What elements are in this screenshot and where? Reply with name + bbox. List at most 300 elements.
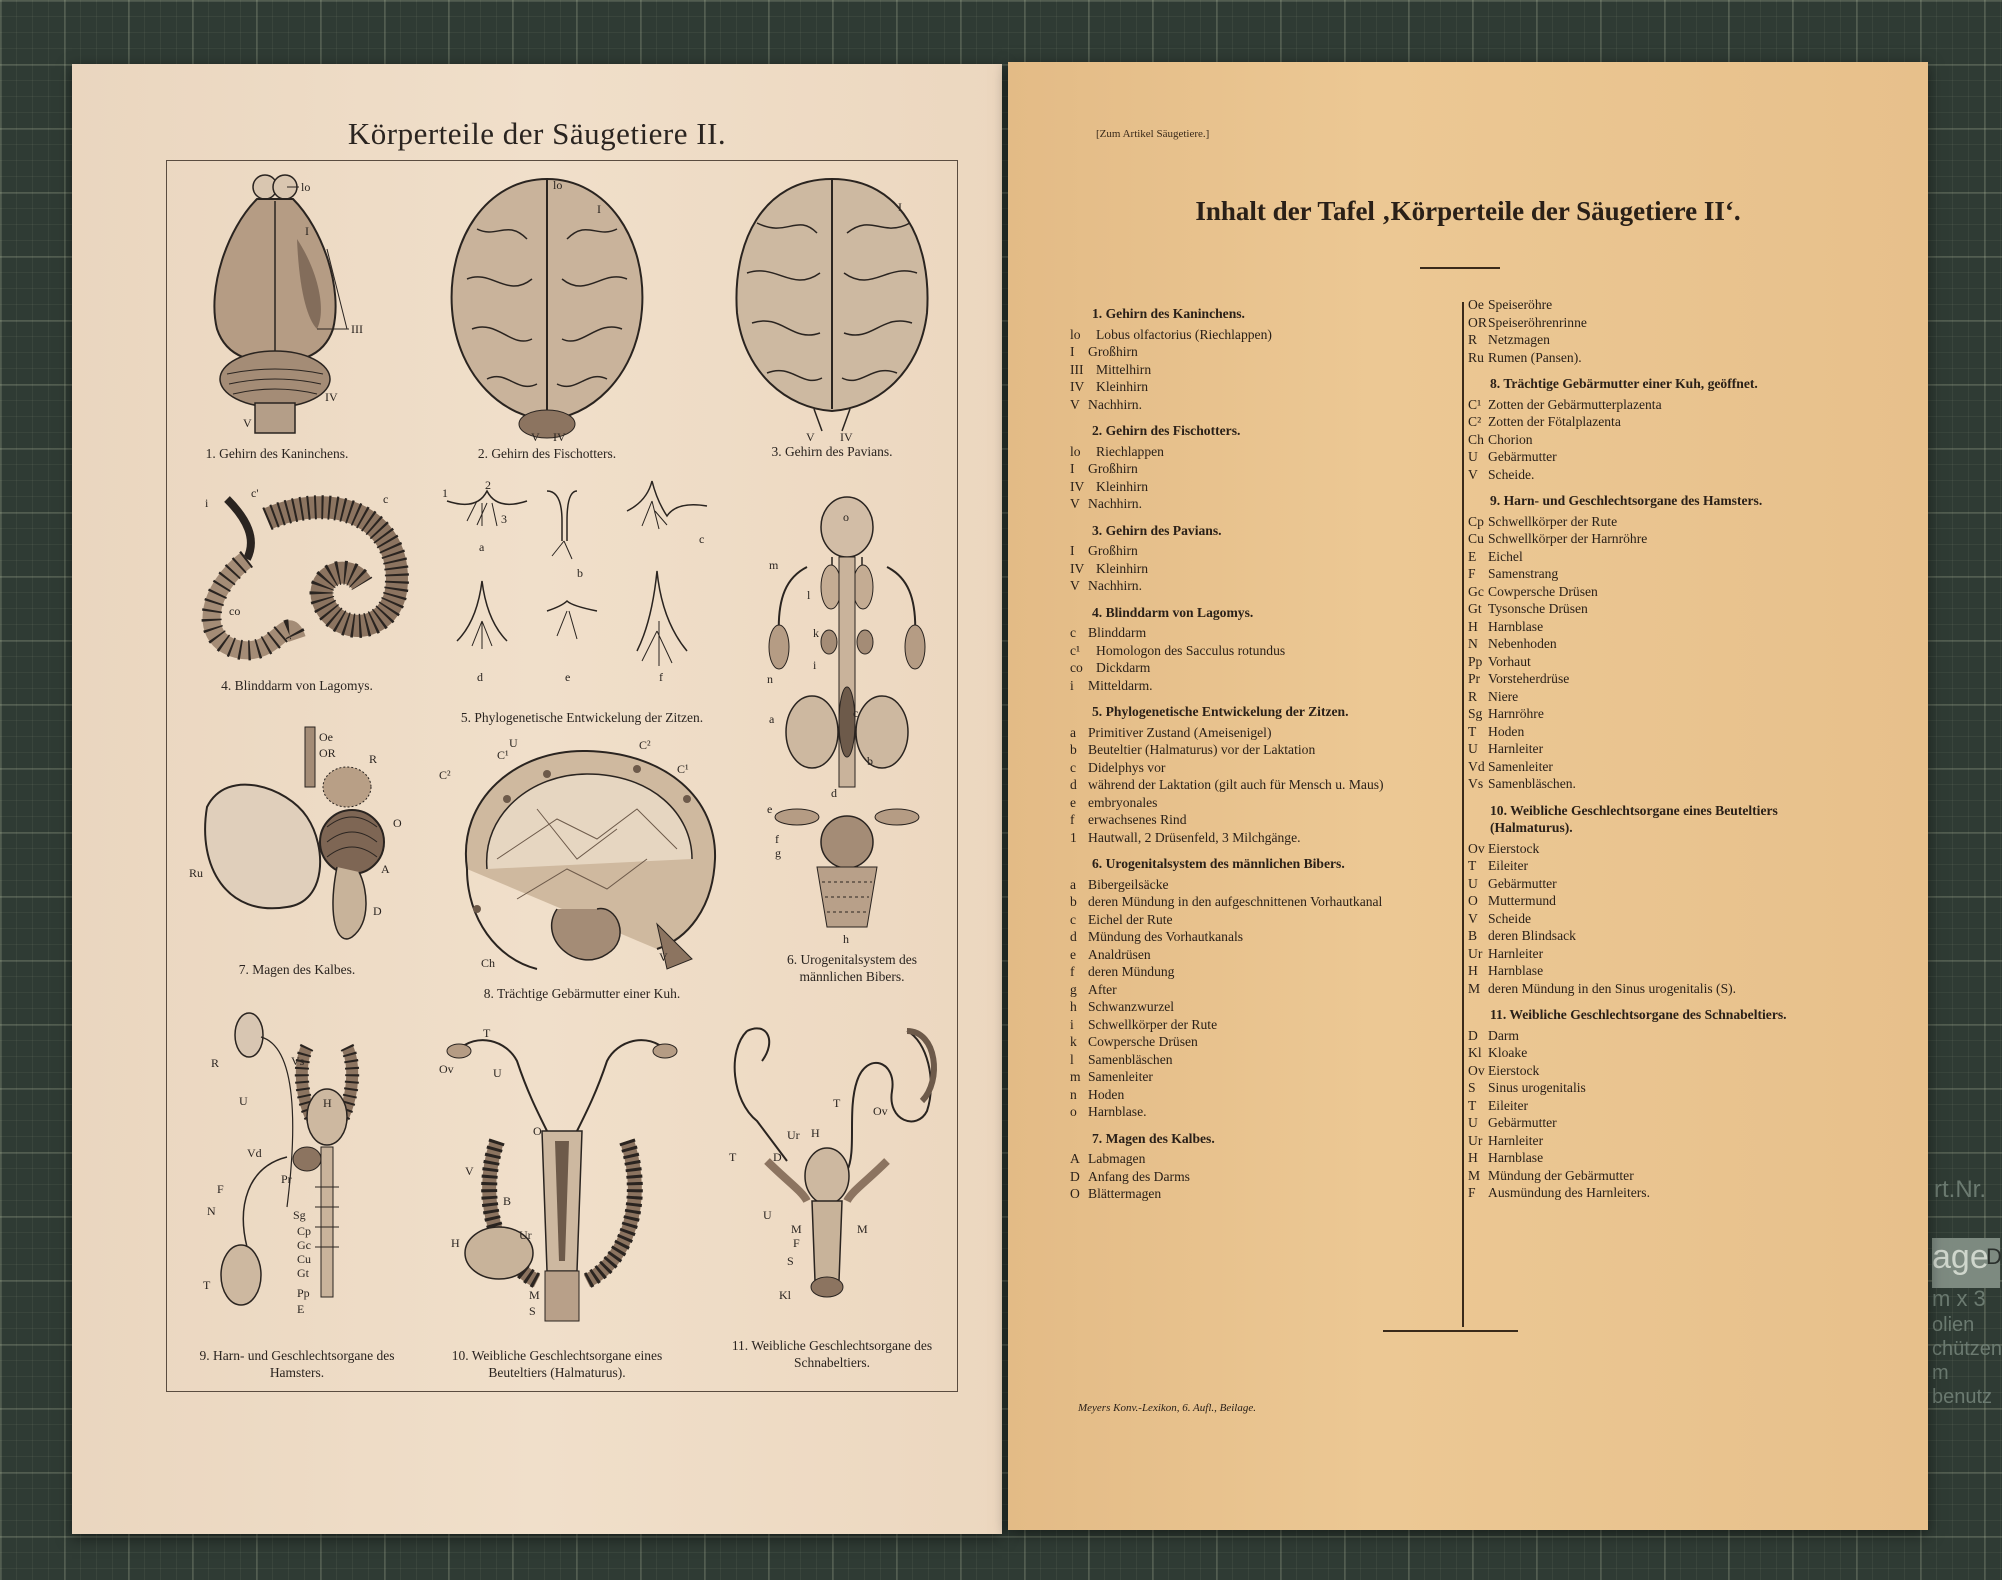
- legend-entry: [1468, 705, 1846, 723]
- legend-entry-code: e: [1070, 946, 1077, 962]
- legend-entry-text: Anfang des Darms: [1088, 1168, 1190, 1184]
- legend-entry-code: Ur: [1468, 945, 1483, 961]
- mat-text-8: benutz: [1932, 1386, 1993, 1408]
- legend-entry: [1468, 840, 1846, 858]
- legend-entry-text: Samenstrang: [1488, 566, 1559, 581]
- fig9-label-T: T: [203, 1278, 211, 1292]
- legend-entry-text: deren Blindsack: [1488, 928, 1576, 943]
- fig2-label-I: I: [597, 202, 601, 216]
- fig10-label-H: H: [451, 1236, 460, 1250]
- legend-entry: [1070, 1086, 1460, 1104]
- legend-entry-text: Hoden: [1488, 723, 1525, 739]
- fig5-label-c: c: [699, 532, 705, 546]
- legend-entry-code: C²: [1468, 414, 1482, 429]
- legend-entry-text: Großhirn: [1088, 461, 1138, 476]
- fig6-label-g: g: [775, 846, 781, 860]
- mat-text-4: m x 3: [1932, 1286, 1986, 1311]
- legend-entry-text: Kloake: [1488, 1045, 1528, 1060]
- fig7-label-D: D: [373, 904, 382, 918]
- legend-entry-code: N: [1468, 636, 1478, 651]
- legend-entry: [1070, 759, 1460, 777]
- legend-entry-code: OR: [1468, 314, 1487, 330]
- plate-frame: [166, 160, 958, 1392]
- legend-entry-text: Darm: [1488, 1027, 1519, 1043]
- legend-entry-code: C¹: [1468, 396, 1482, 412]
- legend-entry: [1070, 1150, 1460, 1168]
- legend-entry-code: Ov: [1468, 840, 1485, 856]
- fig9-label-Gt: Gt: [297, 1266, 309, 1280]
- legend-entry: [1468, 635, 1846, 653]
- legend-entry-code: Vs: [1468, 776, 1484, 791]
- legend-entry-text: Samenbläschen: [1088, 1051, 1173, 1067]
- title-rule: [1420, 267, 1500, 269]
- legend-entry-text: Chorion: [1488, 431, 1533, 447]
- legend-entry-code: Gc: [1468, 583, 1484, 599]
- fig9-label-Cp: Cp: [297, 1224, 312, 1238]
- fig6-label-e: e: [767, 802, 773, 816]
- legend-entry-code: IV: [1070, 560, 1085, 576]
- legend-entry-code: Ch: [1468, 431, 1484, 447]
- legend-entry-text: Sinus urogenitalis: [1488, 1080, 1586, 1095]
- legend-entry-code: Ur: [1468, 1132, 1483, 1148]
- legend-entry-code: co: [1070, 660, 1083, 675]
- legend-section-heading: 1. Gehirn des Kaninchens.: [1092, 306, 1245, 321]
- legend-entry-text: Niere: [1488, 688, 1519, 704]
- legend-entry-code: b: [1070, 742, 1077, 757]
- figure-11-caption: 11. Weibliche Geschlechtsorgane des Schnabeltiers.: [731, 1338, 933, 1370]
- legend-entry-code: Ru: [1468, 349, 1484, 365]
- legend-entry: [1070, 495, 1460, 513]
- legend-entry-code: c¹: [1070, 642, 1081, 658]
- legend-entry-text: Cowpersche Drüsen: [1088, 1034, 1198, 1049]
- legend-entry-code: O: [1468, 893, 1478, 908]
- legend-entry: [1070, 928, 1460, 946]
- legend-entry: [1070, 1068, 1460, 1086]
- legend-entry-text: Samenleiter: [1088, 1069, 1153, 1084]
- legend-entry-text: Ausmündung des Harnleiters.: [1488, 1185, 1650, 1200]
- fig6-label-o: o: [843, 510, 849, 524]
- legend-entry-text: Mündung der Gebärmutter: [1488, 1167, 1634, 1183]
- legend-column-right: [1468, 296, 1846, 1202]
- fig3-label-V: V: [806, 430, 815, 444]
- legend-entry: [1468, 331, 1846, 349]
- legend-section-heading: 4. Blinddarm von Lagomys.: [1092, 604, 1254, 620]
- fig8-label-U: U: [509, 736, 518, 750]
- legend-entry-code: U: [1468, 449, 1478, 464]
- fig6-label-i: i: [813, 658, 817, 672]
- legend-entry-code: Pp: [1468, 653, 1483, 669]
- legend-entry-text: deren Mündung: [1088, 964, 1175, 979]
- fig9-label-F: F: [217, 1182, 224, 1196]
- fig6-label-f: f: [775, 832, 779, 846]
- legend-column-left: [1070, 296, 1460, 1203]
- legend-entry-text: Blättermagen: [1088, 1186, 1162, 1201]
- fig11-label-T-right: T: [833, 1096, 841, 1110]
- legend-entry-text: Zotten der Fötalplazenta: [1488, 414, 1621, 429]
- legend-entry-text: Netzmagen: [1488, 332, 1550, 347]
- legend-entry-text: Harnblase.: [1088, 1104, 1147, 1119]
- legend-entry: [1468, 413, 1846, 431]
- figure-3-baboon-brain: [732, 173, 932, 444]
- legend-entry: [1070, 946, 1460, 964]
- fig10-label-T: T: [483, 1026, 491, 1040]
- figure-7-calf-stomach: [187, 727, 417, 957]
- legend-entry: [1468, 513, 1846, 531]
- legend-entry-text: embryonales: [1088, 794, 1158, 810]
- fig7-label-Ru: Ru: [189, 866, 204, 880]
- legend-entry-text: Mündung des Vorhautkanals: [1088, 929, 1244, 944]
- legend-entry-code: M: [1468, 1167, 1481, 1183]
- fig9-label-Pp: Pp: [297, 1286, 310, 1300]
- fig3-label-I: I: [898, 200, 902, 214]
- legend-entry-code: i: [1070, 677, 1074, 693]
- legend-entry: [1468, 1044, 1846, 1062]
- figure-10-caption: 10. Weibliche Geschlechtsorgane eines Beuteltiers (Halmaturus).: [451, 1348, 663, 1380]
- legend-entry-code: lo: [1070, 443, 1081, 459]
- fig4-label-c: c: [383, 492, 389, 506]
- legend-entry: [1070, 560, 1460, 578]
- fig5-label-1: 1: [442, 486, 448, 500]
- legend-entry-text: Großhirn: [1088, 543, 1138, 558]
- legend-entry-code: U: [1468, 1115, 1478, 1130]
- legend-entry: [1468, 618, 1846, 636]
- legend-entry: [1468, 653, 1846, 671]
- fig11-label-U: U: [763, 1208, 772, 1222]
- legend-entry-text: Hoden: [1088, 1086, 1125, 1102]
- legend-entry-code: R: [1468, 332, 1478, 347]
- legend-entry-code: e: [1070, 794, 1077, 810]
- figure-6-caption: 6. Urogenitalsystem des männlichen Bibers.: [786, 952, 918, 984]
- fig11-label-M-left: M: [791, 1222, 802, 1236]
- fig10-label-Ov: Ov: [439, 1062, 454, 1076]
- legend-entry-text: Harnleiter: [1488, 741, 1544, 756]
- fig4-label-i: i: [205, 496, 209, 510]
- legend-entry: [1070, 794, 1460, 812]
- legend-entry-text: After: [1088, 981, 1117, 997]
- fig8-label-V: V: [659, 950, 668, 964]
- legend-entry-text: Rumen (Pansen).: [1488, 349, 1582, 365]
- fig5-label-b: b: [577, 566, 583, 580]
- legend-entry-text: Didelphys vor: [1088, 759, 1166, 775]
- figure-8-caption: 8. Trächtige Gebärmutter einer Kuh.: [483, 986, 681, 1001]
- legend-entry-code: R: [1468, 688, 1478, 704]
- legend-entry-text: Vorsteherdrüse: [1488, 671, 1570, 686]
- legend-entry: [1468, 670, 1846, 688]
- fig5-label-e: e: [565, 670, 571, 684]
- fig5-label-d: d: [477, 670, 483, 684]
- fig7-label-A: A: [381, 862, 390, 876]
- legend-entry-code: m: [1070, 1069, 1081, 1084]
- legend-entry: [1468, 758, 1846, 776]
- fig5-label-a: a: [479, 540, 485, 554]
- legend-entry: [1468, 1114, 1846, 1132]
- legend-entry-code: IV: [1070, 379, 1085, 394]
- fig11-label-Ov: Ov: [873, 1104, 888, 1118]
- figure-8-pregnant-cow-uterus: [437, 736, 737, 979]
- fig10-label-M: M: [529, 1288, 540, 1302]
- legend-entry-code: lo: [1070, 326, 1081, 342]
- legend-entry-text: Harnblase: [1488, 1150, 1544, 1165]
- legend-entry: [1070, 981, 1460, 999]
- legend-entry-text: Schwellkörper der Rute: [1488, 513, 1618, 529]
- legend-entry: [1468, 349, 1846, 367]
- legend-entry: [1468, 962, 1846, 980]
- legend-entry: [1468, 910, 1846, 928]
- legend-entry-code: A: [1070, 1151, 1080, 1166]
- legend-entry-code: Pr: [1468, 671, 1481, 686]
- fig6-label-h: h: [843, 932, 849, 946]
- legend-entry-code: O: [1070, 1186, 1080, 1201]
- legend-entry: [1070, 624, 1460, 642]
- fig11-label-Kl: Kl: [779, 1288, 791, 1302]
- legend-entry-text: Nachhirn.: [1088, 396, 1142, 412]
- legend-entry-text: Eierstock: [1488, 1062, 1540, 1078]
- legend-entry-text: Großhirn: [1088, 344, 1138, 359]
- legend-entry-code: Cp: [1468, 513, 1484, 529]
- figure-3-caption: 3. Gehirn des Pavians.: [771, 444, 893, 459]
- fig10-label-B: B: [503, 1194, 512, 1208]
- legend-entry-text: Muttermund: [1488, 893, 1556, 908]
- legend-entry-text: Harnröhre: [1488, 706, 1544, 721]
- legend-entry: [1468, 296, 1846, 314]
- legend-entry-code: l: [1070, 1051, 1074, 1067]
- legend-entry: [1468, 857, 1846, 875]
- legend-section-heading: 8. Trächtige Gebärmutter einer Kuh, geöffnet.: [1490, 376, 1758, 391]
- fig7-label-Oe: Oe: [319, 730, 333, 744]
- legend-entry: [1070, 1051, 1460, 1069]
- fig11-label-S: S: [787, 1254, 794, 1268]
- legend-entry-code: f: [1070, 964, 1075, 979]
- fig9-label-N: N: [207, 1204, 216, 1218]
- legend-entry-text: erwachsenes Rind: [1088, 812, 1187, 827]
- bottom-rule: [1383, 1330, 1518, 1332]
- legend-section-heading: 2. Gehirn des Fischotters.: [1092, 423, 1241, 438]
- platypus-female-organs-drawing: [707, 1011, 947, 1311]
- legend-entry-text: während der Laktation (gilt auch für Mensch u. Maus): [1088, 777, 1384, 792]
- mat-text-1: rt.Nr.: [1934, 1176, 1986, 1203]
- fig4-label-co: co: [229, 604, 241, 618]
- legend-entry: [1070, 577, 1460, 595]
- plate-title: Körperteile der Säugetiere II.: [347, 116, 727, 151]
- legend-entry-text: Lobus olfactorius (Riechlappen): [1096, 326, 1272, 342]
- fig1-label-V: V: [243, 416, 252, 430]
- legend-entry-code: U: [1468, 741, 1478, 756]
- fig2-label-lo: lo: [553, 178, 563, 192]
- legend-entry: [1070, 396, 1460, 414]
- fig11-label-F: F: [793, 1236, 800, 1250]
- legend-entry: [1468, 466, 1846, 484]
- legend-entry-text: Tysonsche Drüsen: [1488, 601, 1588, 616]
- legend-entry-text: Eichel: [1488, 548, 1523, 564]
- fig11-label-D: D: [773, 1150, 782, 1164]
- fig1-label-IV: IV: [325, 390, 338, 404]
- legend-section-heading: 6. Urogenitalsystem des männlichen Bibers.: [1092, 856, 1345, 871]
- figure-4-caption: 4. Blinddarm von Lagomys.: [221, 678, 373, 693]
- legend-section-heading: 5. Phylogenetische Entwickelung der Zitzen.: [1092, 704, 1349, 719]
- fig8-label-C1-right: C¹: [677, 762, 689, 776]
- legend-entry-text: Zotten der Gebärmutterplazenta: [1488, 396, 1662, 412]
- legend-entry: [1468, 431, 1846, 449]
- legend-entry: [1468, 980, 1846, 998]
- legend-entry: [1070, 659, 1460, 677]
- legend-entry-text: Analdrüsen: [1088, 946, 1151, 962]
- legend-entry-text: Mitteldarm.: [1088, 677, 1153, 693]
- legend-section-heading: 7. Magen des Kalbes.: [1092, 1130, 1215, 1146]
- figure-10-marsupial-female-organs: [437, 1021, 697, 1321]
- legend-entry-text: Kleinhirn: [1096, 478, 1149, 494]
- fig1-label-lo: lo: [301, 180, 311, 194]
- legend-entry-code: Cu: [1468, 531, 1484, 546]
- fig9-label-U: U: [239, 1094, 248, 1108]
- fig9-label-E: E: [297, 1302, 305, 1316]
- legend-entry-code: Oe: [1468, 297, 1484, 312]
- legend-entry-text: Primitiver Zustand (Ameisenigel): [1088, 724, 1272, 740]
- legend-entry-text: Harnblase: [1488, 963, 1544, 978]
- legend-entry-text: Kleinhirn: [1096, 379, 1149, 394]
- legend-entry: [1070, 776, 1460, 794]
- fig6-label-a: a: [769, 712, 775, 726]
- legend-entry-text: Eileiter: [1488, 858, 1529, 873]
- legend-entry-text: Schwellkörper der Harnröhre: [1488, 531, 1648, 546]
- fig9-label-Sg: Sg: [293, 1208, 306, 1222]
- marsupial-female-organs-drawing: [437, 1021, 697, 1321]
- legend-entry: [1468, 448, 1846, 466]
- legend-entry: [1468, 1062, 1846, 1080]
- fig11-label-H: H: [811, 1126, 820, 1140]
- legend-entry-code: M: [1468, 980, 1481, 996]
- figure-5-caption: 5. Phylogenetische Entwickelung der Zitzen.: [460, 710, 704, 725]
- legend-entry: [1468, 1149, 1846, 1167]
- legend-entry: [1070, 361, 1460, 379]
- fig9-label-Vd: Vd: [247, 1146, 262, 1160]
- legend-entry-text: Gebärmutter: [1488, 1115, 1557, 1130]
- legend-entry-code: 1: [1070, 829, 1077, 845]
- hamster-organs-drawing: [187, 1007, 417, 1317]
- legend-entry: [1070, 893, 1460, 911]
- legend-entry: [1468, 892, 1846, 910]
- legend-entry-code: V: [1070, 396, 1080, 412]
- legend-section-heading: 11. Weibliche Geschlechtsorgane des Schnabeltiers.: [1490, 1007, 1787, 1022]
- legend-entry-code: Sg: [1468, 706, 1483, 721]
- legend-entry: [1070, 998, 1460, 1016]
- fig6-label-m: m: [769, 558, 779, 572]
- fig6-label-c: c: [853, 706, 859, 720]
- legend-entry: [1070, 1168, 1460, 1186]
- publication-footer: Meyers Konv.-Lexikon, 6. Aufl., Beilage.: [1078, 1402, 1256, 1414]
- legend-entry-text: Homologon des Sacculus rotundus: [1096, 642, 1286, 658]
- legend-entry-code: i: [1070, 1016, 1074, 1032]
- legend-entry-code: H: [1468, 963, 1478, 978]
- legend-entry: [1070, 1103, 1460, 1121]
- legend-entry: [1468, 927, 1846, 945]
- mat-text-6: chützen: [1932, 1338, 2002, 1360]
- figure-2-otter-brain: [447, 169, 647, 444]
- legend-entry-text: Bibergeilsäcke: [1088, 876, 1169, 892]
- legend-entry-text: Harnblase: [1488, 618, 1544, 634]
- fig6-label-b: b: [867, 754, 873, 768]
- fig11-label-M-right: M: [857, 1222, 868, 1236]
- figure-1-caption: 1. Gehirn des Kaninchens.: [205, 446, 349, 461]
- legend-entry-code: T: [1468, 1097, 1477, 1113]
- fig1-label-I: I: [305, 224, 309, 238]
- legend-entry-code: I: [1070, 543, 1075, 558]
- fig9-label-H: H: [323, 1096, 332, 1110]
- fig8-label-C1-top: C¹: [497, 748, 509, 762]
- fig9-label-Pr: Pr: [281, 1172, 292, 1186]
- legend-entry-code: k: [1070, 1034, 1077, 1049]
- fig8-label-C2-left: C²: [439, 768, 451, 782]
- fig7-label-R: R: [369, 752, 378, 766]
- figure-11-platypus-female-organs: [707, 1011, 947, 1311]
- fig10-label-V: V: [465, 1164, 474, 1178]
- legend-entry: [1070, 343, 1460, 361]
- legend-entry-text: Cowpersche Drüsen: [1488, 583, 1598, 599]
- legend-entry-code: B: [1468, 928, 1478, 943]
- legend-entry-code: U: [1468, 875, 1478, 891]
- legend-entry-text: Schwellkörper der Rute: [1088, 1016, 1218, 1032]
- pregnant-cow-uterus-drawing: [437, 736, 737, 979]
- legend-entry: [1070, 811, 1460, 829]
- figure-9-caption: 9. Harn- und Geschlechtsorgane des Hamsters.: [199, 1348, 395, 1380]
- article-reference: [Zum Artikel Säugetiere.]: [1096, 128, 1210, 140]
- legend-entry-text: Hautwall, 2 Drüsenfeld, 3 Milchgänge.: [1088, 829, 1301, 845]
- legend-entry-code: Kl: [1468, 1045, 1482, 1060]
- legend-entry-code: H: [1468, 618, 1478, 634]
- fig7-label-O: O: [393, 816, 402, 830]
- legend-entry-code: b: [1070, 894, 1077, 909]
- legend-entry-text: Samenbläschen.: [1488, 776, 1576, 791]
- legend-entry-code: g: [1070, 981, 1077, 997]
- legend-entry: [1070, 460, 1460, 478]
- fig11-label-T-left: T: [729, 1150, 737, 1164]
- legend-entry: [1468, 1079, 1846, 1097]
- legend-entry-code: V: [1070, 496, 1080, 511]
- legend-entry-code: V: [1468, 910, 1478, 926]
- fig1-label-III: III: [351, 322, 363, 336]
- legend-entry: [1070, 963, 1460, 981]
- legend-entry-text: Blinddarm: [1088, 625, 1147, 640]
- legend-entry: [1468, 600, 1846, 618]
- lagomys-caecum-drawing: [187, 479, 417, 669]
- legend-entry-text: Speiseröhrenrinne: [1488, 314, 1587, 330]
- legend-entry: [1070, 378, 1460, 396]
- fig7-label-OR: OR: [319, 746, 336, 760]
- otter-brain-drawing: [447, 169, 647, 444]
- legend-entry: [1468, 548, 1846, 566]
- legend-entry: [1070, 1016, 1460, 1034]
- plate-page: [72, 64, 1002, 1534]
- legend-entry: [1070, 1185, 1460, 1203]
- figure-4-lagomys-caecum: [187, 479, 417, 669]
- legend-entry: [1468, 583, 1846, 601]
- legend-entry-text: Dickdarm: [1096, 660, 1151, 675]
- legend-entry: [1070, 642, 1460, 660]
- figure-1-rabbit-brain: [187, 169, 387, 439]
- legend-entry: [1070, 443, 1460, 461]
- legend-entry-code: I: [1070, 461, 1075, 476]
- baboon-brain-drawing: [732, 173, 932, 444]
- fig5-label-3: 3: [501, 512, 507, 526]
- legend-entry-code: a: [1070, 724, 1077, 740]
- legend-entry-code: d: [1070, 929, 1077, 944]
- fig9-label-R: R: [211, 1056, 220, 1070]
- legend-entry-code: F: [1468, 1185, 1476, 1200]
- legend-entry: [1468, 396, 1846, 414]
- legend-entry-text: deren Mündung in den Sinus urogenitalis (S).: [1488, 980, 1737, 996]
- legend-entry: [1468, 314, 1846, 332]
- legend-entry: [1070, 829, 1460, 847]
- legend-entry: [1468, 688, 1846, 706]
